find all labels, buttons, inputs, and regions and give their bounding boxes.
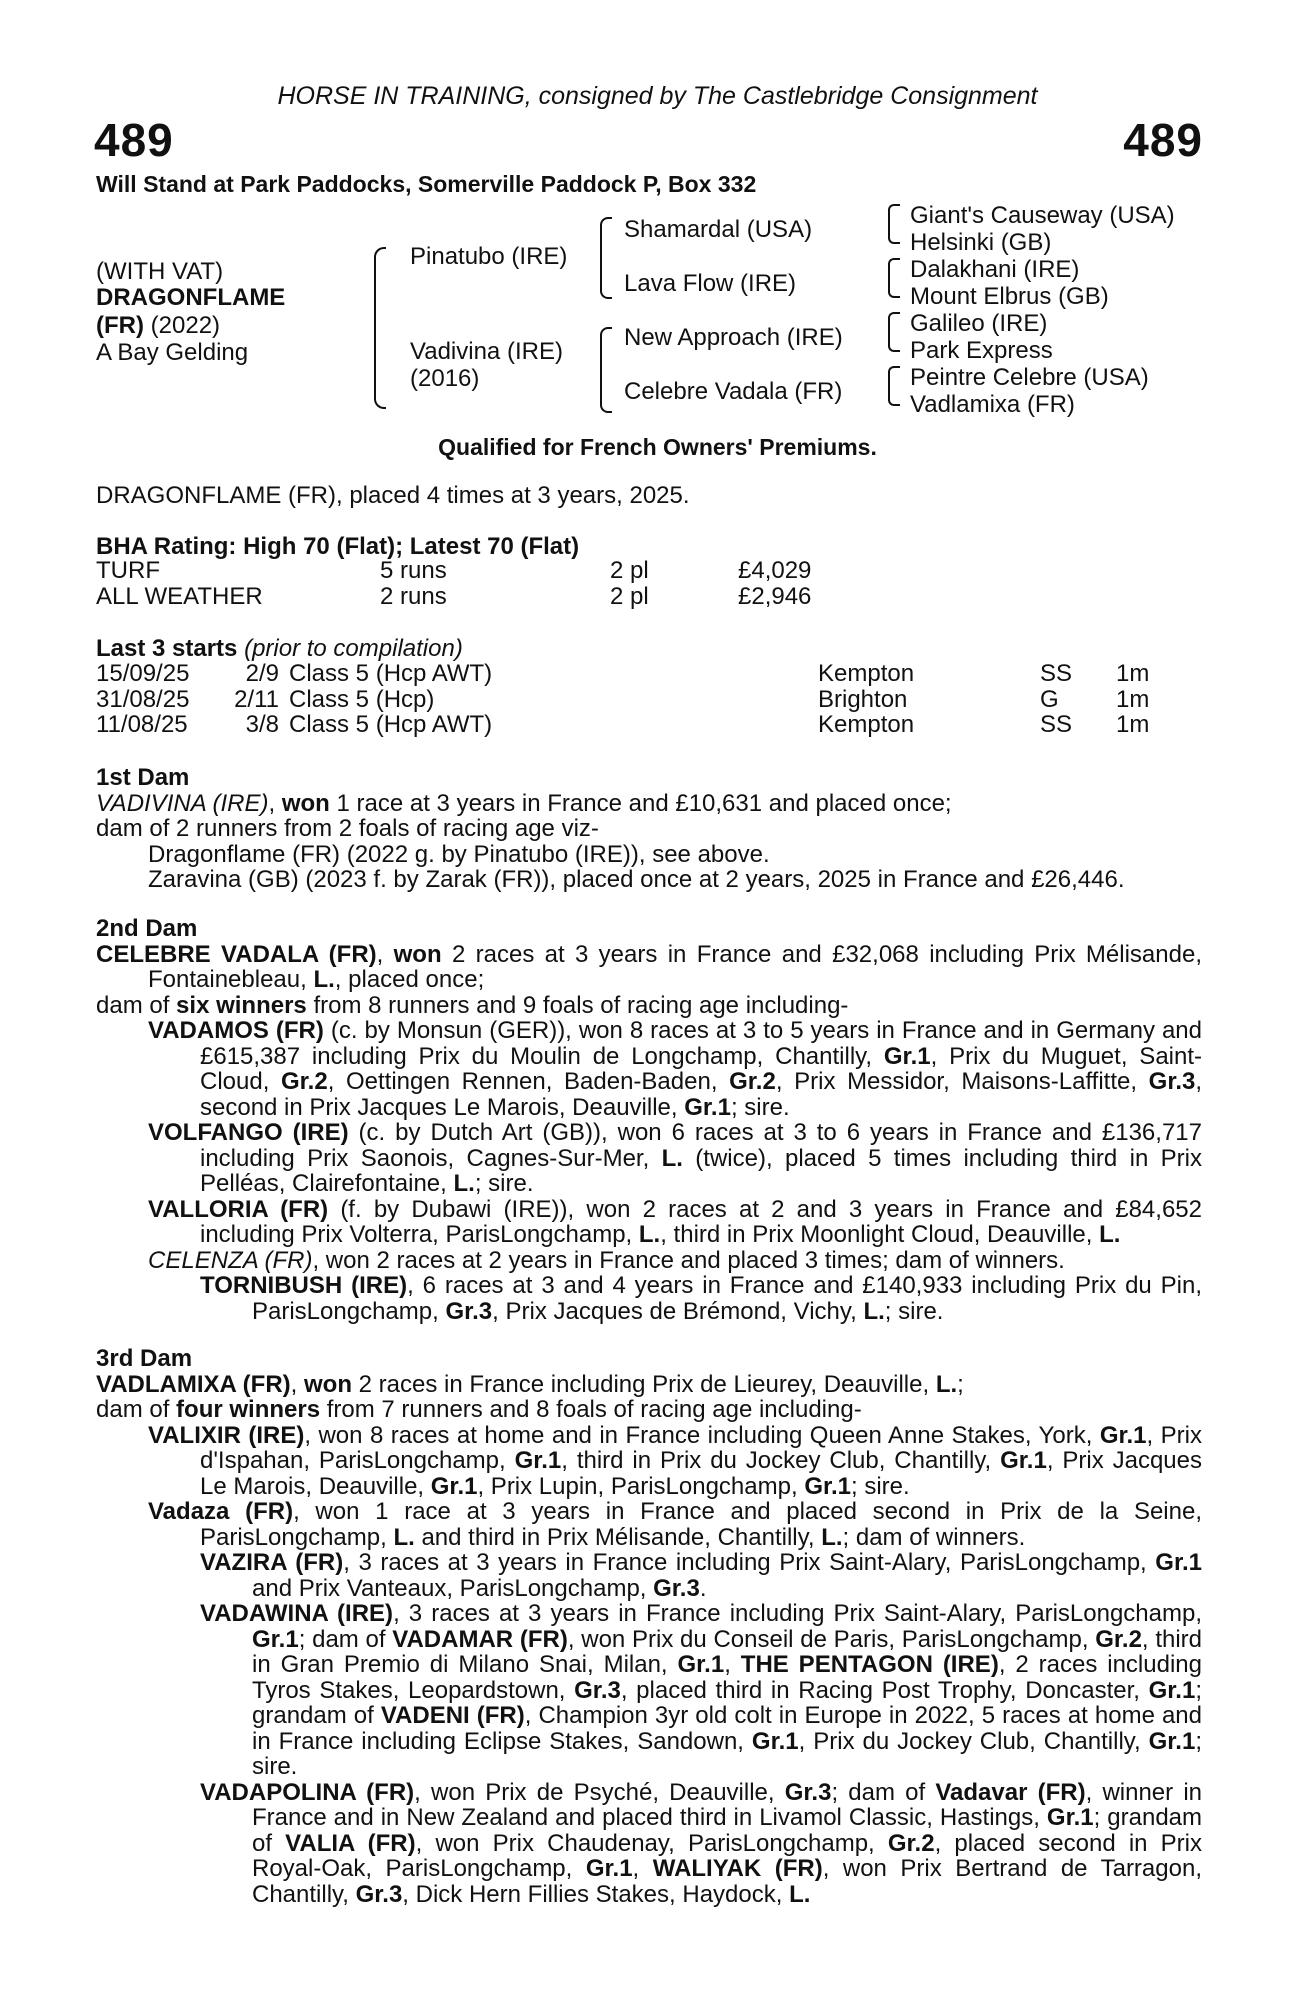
start-course: Brighton — [818, 685, 908, 713]
produce-text: , Prix Messidor, Maisons-Laffitte, — [775, 1068, 1149, 1095]
start-distance: 1m — [1116, 660, 1150, 687]
page-header: HORSE IN TRAINING, consigned by The Castlebridge Consignment — [277, 82, 1038, 110]
produce-text: , Prix Lupin, ParisLongchamp, — [477, 1472, 805, 1500]
start-date: 31/08/25 — [96, 685, 190, 713]
produce-name: VADAMOS (FR) — [148, 1017, 324, 1044]
produce-text: , — [724, 1651, 741, 1678]
pedigree-brace-ds — [888, 312, 900, 352]
group-label: Gr.1 — [1155, 1549, 1202, 1576]
first-dam-produce-line: dam of 2 runners from 2 foals of racing age viz- — [96, 815, 599, 842]
produce-text: ; grandam of — [252, 1676, 1202, 1729]
listed-label: L. — [313, 966, 335, 993]
produce-text: and third in Prix Mélisande, Chantilly, — [414, 1523, 822, 1551]
start-position: 3/8 — [245, 711, 279, 738]
rating-runs: 2 runs — [380, 582, 447, 610]
winners-count: six winners — [176, 991, 307, 1019]
start-position: 2/9 — [245, 660, 279, 687]
produce-text: ; sire. — [884, 1297, 944, 1325]
lot-number-right: 489 — [1123, 114, 1203, 166]
won-label: won — [281, 789, 330, 817]
produce-name: TORNIBUSH (IRE) — [200, 1272, 408, 1299]
won-label: won — [393, 940, 442, 968]
start-date: 15/09/25 — [96, 660, 190, 687]
premiums-note: Qualified for French Owners' Premiums. — [438, 434, 877, 460]
produce-entry: Zaravina (GB) (2023 f. by Zarak (FR)), placed once at 2 years, 2025 in France and £26,446. — [148, 866, 1125, 893]
produce-text: , won Prix du Conseil de Paris, ParisLongchamp, — [567, 1625, 1096, 1653]
produce-text: ; sire. — [474, 1170, 534, 1197]
dam-of-dam: Celebre Vadala (FR) — [624, 378, 843, 405]
produce-entry — [148, 1423, 1202, 1500]
start-course: Kempton — [818, 660, 915, 687]
listed-label: L. — [661, 1144, 683, 1172]
second-dam-record: CELEBRE VADALA (FR), won 2 races at 3 years in France and £32,068 including Prix Mélisande, Fontainebleau, L., placed once; — [96, 940, 1202, 993]
third-dam-name: VADLAMIXA (FR) — [96, 1370, 291, 1398]
listed-label: L. — [863, 1297, 885, 1325]
second-dam-text: , placed once; — [334, 966, 485, 993]
ped-sds: Dalakhani (IRE) — [910, 256, 1080, 283]
group-label: Gr.2 — [729, 1068, 776, 1095]
starts-title: Last 3 starts — [96, 635, 238, 662]
produce-text: and Prix Vanteaux, ParisLongchamp, — [252, 1574, 654, 1602]
group-label: Gr.1 — [804, 1472, 852, 1500]
rating-surface: TURF — [96, 557, 160, 584]
produce-text: ; sire. — [851, 1472, 910, 1500]
ped-ddd: Vadlamixa (FR) — [910, 391, 1075, 418]
produce-text: , — [632, 1855, 653, 1882]
produce-entry — [148, 1248, 1202, 1274]
produce-name: VADAPOLINA (FR) — [200, 1778, 415, 1806]
produce-text: , winner in France and in New Zealand and placed third in Livamol Classic, Hastings, — [252, 1778, 1203, 1831]
produce-text: , won 1 race at 3 years in France and placed second in Prix de la Seine, ParisLongchamp, — [200, 1498, 1202, 1551]
group-label: Gr.1 — [677, 1651, 725, 1678]
produce-text: , third in Gran Premio di Milano Snai, Milan, — [252, 1625, 1203, 1678]
listed-label: L. — [638, 1221, 661, 1248]
group-label: Gr.1 — [883, 1042, 931, 1070]
start-position: 2/11 — [234, 685, 279, 713]
vat-label: (WITH VAT) — [96, 258, 224, 285]
second-dam-heading: 2nd Dam — [96, 915, 198, 942]
produce-text: , won 2 races at 2 years in France and placed 3 times; dam of winners. — [312, 1246, 1065, 1274]
listed-label: L. — [935, 1370, 958, 1398]
start-race: Class 5 (Hcp AWT) — [289, 660, 493, 687]
rating-surface: ALL WEATHER — [96, 582, 263, 610]
group-label: Gr.3 — [784, 1778, 832, 1806]
group-label: Gr.3 — [653, 1574, 700, 1602]
produce-text: , won Prix Bertrand de Tarragon, Chantilly, — [252, 1855, 1202, 1908]
produce-name: CELENZA (FR) — [148, 1246, 313, 1274]
horse-origin-year — [96, 312, 220, 340]
start-race: Class 5 (Hcp AWT) — [289, 711, 493, 738]
group-label: Gr.1 — [1046, 1804, 1094, 1831]
produce-text: , won Prix de Psyché, Deauville, — [414, 1778, 785, 1806]
ped-dss: Galileo (IRE) — [910, 310, 1048, 337]
pedigree-brace-sire — [600, 217, 612, 299]
produce-text: , won Prix Chaudenay, ParisLongchamp, — [415, 1829, 888, 1857]
produce-text: , Prix du Jockey Club, Chantilly, — [798, 1727, 1149, 1755]
pedigree-brace-ss — [888, 204, 900, 244]
listed-label: L. — [821, 1523, 843, 1551]
produce-name: VAZIRA (FR) — [200, 1549, 344, 1576]
produce-entry: Dragonflame (FR) (2022 g. by Pinatubo (IRE)), see above. — [148, 840, 770, 868]
starts-table — [96, 661, 1206, 739]
group-label: Gr.1 — [514, 1447, 562, 1474]
third-dam-heading: 3rd Dam — [96, 1345, 193, 1372]
horse-year: (2022) — [143, 312, 221, 339]
start-date: 11/08/25 — [96, 711, 188, 738]
third-dam-record: VADLAMIXA (FR), won 2 races in France including Prix de Lieurey, Deauville, L.; — [96, 1370, 964, 1398]
listed-label: L. — [453, 1170, 475, 1197]
dam-of-sire: Lava Flow (IRE) — [624, 270, 797, 297]
second-dam-produce-line — [96, 993, 1202, 1019]
produce-text: (twice), placed 5 times including third in Prix Pelléas, Clairefontaine, — [200, 1144, 1202, 1197]
third-dam-section — [96, 1346, 1202, 1907]
lot-number-left: 489 — [94, 114, 174, 166]
produce-text: , 2 races including Tyros Stakes, Leopardstown, — [252, 1651, 1202, 1704]
produce-name: VADAMAR (FR) — [392, 1625, 568, 1653]
horse-origin: (FR) — [96, 312, 144, 339]
first-dam-section — [96, 765, 1202, 893]
group-label: Gr.3 — [445, 1297, 493, 1325]
produce-text: , third in Prix Moonlight Cloud, Deauville, — [660, 1221, 1100, 1248]
produce-name: VALIA (FR) — [285, 1829, 416, 1857]
pedigree-brace-sd — [888, 258, 900, 298]
starts-note: (prior to compilation) — [237, 635, 463, 662]
starts-heading — [96, 636, 463, 662]
produce-text: , Prix du Muguet, Saint-Cloud, — [200, 1042, 1203, 1095]
pedigree-brace-dam — [600, 327, 612, 413]
sire-of-dam: New Approach (IRE) — [624, 324, 843, 351]
produce-text: dam of — [96, 1396, 177, 1423]
produce-name: VALIXIR (IRE) — [148, 1421, 305, 1449]
produce-text: , Prix d'Ispahan, ParisLongchamp, — [200, 1421, 1202, 1474]
listed-label: L. — [1099, 1221, 1121, 1248]
rating-placed: 2 pl — [610, 557, 649, 584]
produce-text: , third in Prix du Jockey Club, Chantilly, — [561, 1447, 1001, 1474]
ped-dds: Peintre Celebre (USA) — [910, 364, 1149, 391]
listed-label: L. — [393, 1523, 415, 1551]
third-dam-produce-line — [96, 1397, 1202, 1423]
third-dam-text: 2 races in France including Prix de Lieurey, Deauville, — [351, 1370, 936, 1398]
pedigree-brace-dd — [888, 366, 900, 406]
first-dam-heading: 1st Dam — [96, 764, 190, 791]
horse-name: DRAGONFLAME — [96, 284, 286, 311]
sire-of-sire: Shamardal (USA) — [624, 216, 813, 243]
produce-text: , second in Prix Jacques Le Marois, Deauville, — [200, 1068, 1203, 1121]
group-label: Gr.1 — [1148, 1676, 1196, 1704]
produce-text: , won 8 races at home and in France including Queen Anne Stakes, York, — [304, 1421, 1100, 1449]
produce-text: (c. by Dutch Art (GB)), won 6 races at 3 to 6 years in France and £136,717 including Prix Saonois, Cagnes-Sur-Mer, — [200, 1119, 1202, 1172]
produce-text: ; dam of winners. — [842, 1523, 1026, 1551]
start-going: SS — [1040, 711, 1073, 738]
second-dam-text: 2 races at 3 years in France and £32,068 including Prix Mélisande, Fontainebleau, — [148, 940, 1202, 993]
produce-text: dam of — [96, 991, 177, 1019]
group-label: Gr.1 — [684, 1093, 731, 1121]
group-label: Gr.3 — [355, 1880, 403, 1908]
sire: Pinatubo (IRE) — [410, 243, 568, 270]
produce-name: Vadavar (FR) — [935, 1778, 1086, 1806]
group-label: Gr.1 — [751, 1727, 799, 1755]
produce-text: , Champion 3yr old colt in Europe in 2022, 5 races at home and in France including Eclipse Stakes, Sandown, — [252, 1702, 1202, 1755]
produce-text: . — [699, 1574, 707, 1602]
ped-sdd: Mount Elbrus (GB) — [910, 283, 1109, 310]
group-label: Gr.1 — [1148, 1727, 1196, 1755]
produce-name: WALIYAK (FR) — [652, 1855, 823, 1882]
third-dam-text: ; — [957, 1370, 964, 1398]
group-label: Gr.1 — [430, 1472, 478, 1500]
produce-name: VALLORIA (FR) — [148, 1195, 329, 1223]
produce-text: , placed second in Prix Royal-Oak, ParisLongchamp, — [252, 1829, 1202, 1882]
produce-text: , Oettingen Rennen, Baden-Baden, — [327, 1068, 730, 1095]
produce-text: , Dick Hern Fillies Stakes, Haydock, — [402, 1880, 790, 1908]
start-race: Class 5 (Hcp) — [289, 685, 435, 713]
group-label: Gr.2 — [887, 1829, 935, 1857]
listed-label: L. — [789, 1880, 811, 1908]
rating-prize: £4,029 — [738, 557, 812, 584]
produce-entry — [200, 1780, 1202, 1908]
produce-name: THE PENTAGON (IRE) — [740, 1651, 999, 1678]
produce-name: Vadaza (FR) — [148, 1498, 294, 1525]
produce-entry — [148, 1120, 1202, 1197]
produce-text: , placed third in Racing Post Trophy, Doncaster, — [620, 1676, 1149, 1704]
start-distance: 1m — [1116, 685, 1150, 713]
start-course: Kempton — [818, 711, 915, 738]
produce-text: from 8 runners and 9 foals of racing age including- — [306, 991, 849, 1019]
produce-text: , 3 races at 3 years in France including Prix Saint-Alary, ParisLongchamp, — [343, 1549, 1156, 1576]
pedigree-brace-main — [374, 247, 386, 409]
produce-entry — [148, 1197, 1202, 1248]
won-label: won — [303, 1370, 352, 1398]
produce-name: VOLFANGO (IRE) — [148, 1119, 349, 1146]
race-summary: DRAGONFLAME (FR), placed 4 times at 3 years, 2025. — [96, 482, 690, 509]
group-label: Gr.1 — [1000, 1447, 1047, 1474]
dam-year: (2016) — [410, 365, 480, 392]
group-label: Gr.1 — [1099, 1421, 1147, 1449]
produce-text: , Prix Jacques de Brémond, Vichy, — [492, 1297, 864, 1325]
start-going: G — [1040, 685, 1059, 713]
produce-text: , 6 races at 3 and 4 years in France and £140,933 including Prix du Pin, ParisLongchamp, — [252, 1272, 1203, 1325]
produce-text: ; dam of — [831, 1778, 936, 1806]
produce-entry — [200, 1273, 1202, 1324]
first-dam-record: VADIVINA (IRE), won 1 race at 3 years in France and £10,631 and placed once; — [96, 789, 952, 817]
first-dam-name: VADIVINA (IRE) — [96, 789, 269, 817]
produce-entry — [148, 1018, 1202, 1120]
produce-text: ; grandam of — [252, 1804, 1203, 1857]
rating-placed: 2 pl — [610, 582, 649, 610]
start-distance: 1m — [1116, 711, 1150, 738]
group-label: Gr.2 — [281, 1068, 328, 1095]
rating-prize: £2,946 — [738, 582, 812, 610]
produce-text: ; dam of — [298, 1625, 393, 1653]
rating-table — [96, 558, 996, 610]
rating-runs: 5 runs — [380, 557, 447, 584]
start-going: SS — [1040, 660, 1073, 687]
produce-text: (c. by Monsun (GER)), won 8 races at 3 to 5 years in France and in Germany and £615,387 including Prix du Moulin de Longchamp, Chantilly, — [200, 1017, 1202, 1070]
ped-dsd: Park Express — [910, 337, 1053, 364]
produce-name: VADENI (FR) — [380, 1702, 525, 1729]
first-dam-text: 1 race at 3 years in France and £10,631 and placed once; — [329, 789, 952, 817]
produce-text: ; sire. — [252, 1727, 1202, 1780]
produce-entry — [200, 1550, 1202, 1601]
ped-ssd: Helsinki (GB) — [910, 229, 1052, 256]
produce-text: , Prix Jacques Le Marois, Deauville, — [200, 1447, 1202, 1500]
horse-description: A Bay Gelding — [96, 339, 249, 366]
produce-entry — [148, 1499, 1202, 1550]
group-label: Gr.3 — [574, 1676, 621, 1704]
group-label: Gr.2 — [1095, 1625, 1142, 1653]
produce-text: (f. by Dubawi (IRE)), won 2 races at 2 and 3 years in France and £84,652 including Prix Volterra, ParisLongchamp, — [200, 1195, 1202, 1248]
produce-entry — [200, 1601, 1202, 1780]
ped-sss: Giant's Causeway (USA) — [910, 202, 1175, 229]
dam: Vadivina (IRE) — [410, 338, 563, 365]
produce-text: ; sire. — [730, 1093, 790, 1121]
stabling-location: Will Stand at Park Paddocks, Somerville Paddock P, Box 332 — [96, 171, 757, 197]
produce-text: , 3 races at 3 years in France including Prix Saint-Alary, ParisLongchamp, — [393, 1600, 1203, 1627]
group-label: Gr.3 — [1148, 1068, 1196, 1095]
second-dam-section — [96, 916, 1202, 1324]
group-label: Gr.1 — [252, 1625, 299, 1653]
second-dam-name: CELEBRE VADALA (FR) — [96, 940, 377, 968]
rating-heading: BHA Rating: High 70 (Flat); Latest 70 (Flat) — [96, 533, 580, 560]
group-label: Gr.1 — [585, 1855, 633, 1882]
produce-text: from 7 runners and 8 foals of racing age including- — [320, 1396, 862, 1423]
winners-count: four winners — [176, 1396, 321, 1423]
produce-name: VADAWINA (IRE) — [200, 1600, 394, 1627]
